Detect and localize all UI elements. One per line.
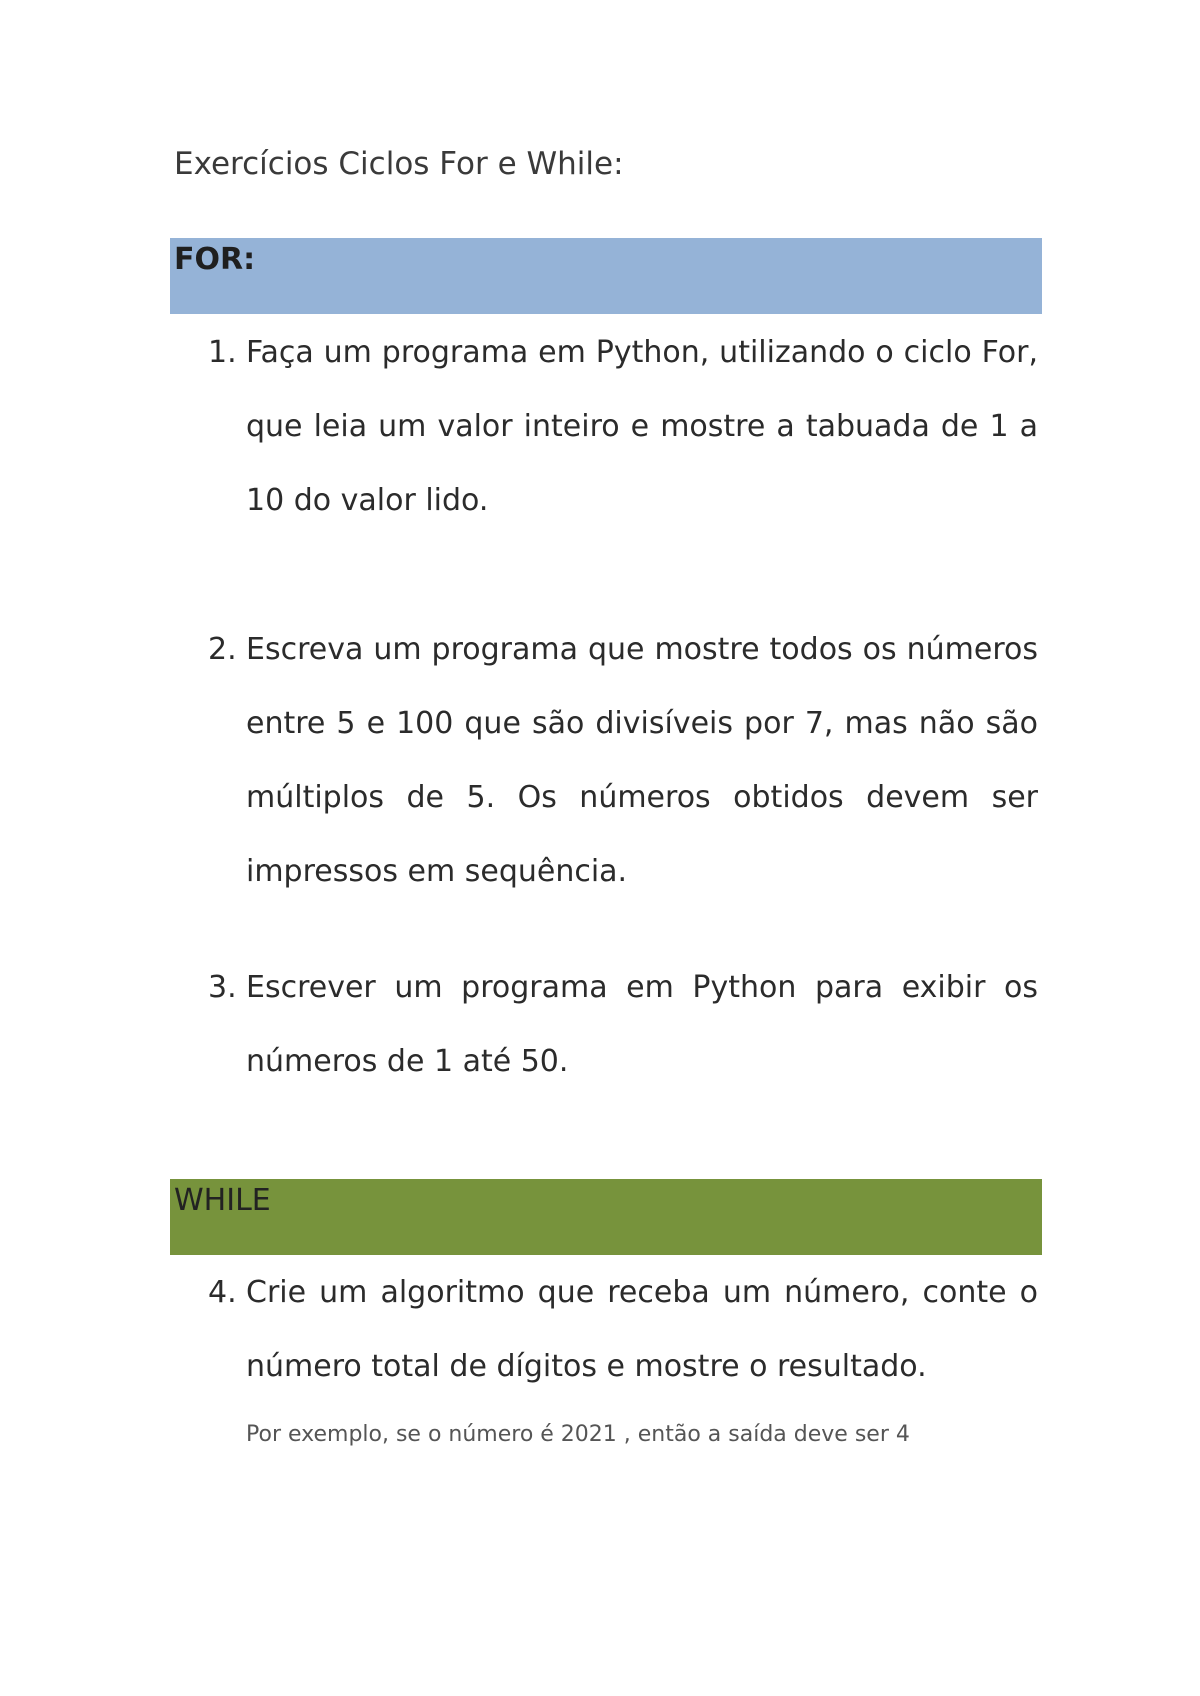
- exercise-number: 4.: [208, 1275, 237, 1310]
- exercise-text: Escrever um programa em Python para exibir os números de 1 até 50.: [246, 970, 1038, 1079]
- exercise-text: Escreva um programa que mostre todos os números entre 5 e 100 que são divisíveis por 7, mas não são múltiplos de 5. Os números obtidos devem ser impressos em sequência.: [246, 632, 1038, 889]
- exercise-item-1: [208, 316, 1038, 538]
- document-title: Exercícios Ciclos For e While:: [174, 146, 624, 182]
- exercise-text: Crie um algoritmo que receba um número, conte o número total de dígitos e mostre o resultado.: [246, 1275, 1038, 1384]
- section-label-for: FOR:: [174, 242, 256, 277]
- example-note: Por exemplo, se o número é 2021 , então a saída deve ser 4: [246, 1422, 910, 1447]
- section-header-for: [170, 238, 1042, 314]
- exercise-number: 3.: [208, 970, 237, 1005]
- section-header-while: [170, 1179, 1042, 1255]
- exercise-item-2: [208, 613, 1038, 909]
- section-label-while: WHILE: [174, 1183, 271, 1218]
- exercise-number: 1.: [208, 335, 237, 370]
- exercise-item-4: [208, 1256, 1038, 1404]
- exercise-text: Faça um programa em Python, utilizando o ciclo For, que leia um valor inteiro e mostre a tabuada de 1 a 10 do valor lido.: [246, 335, 1038, 518]
- exercise-number: 2.: [208, 632, 237, 667]
- exercise-item-3: [208, 951, 1038, 1099]
